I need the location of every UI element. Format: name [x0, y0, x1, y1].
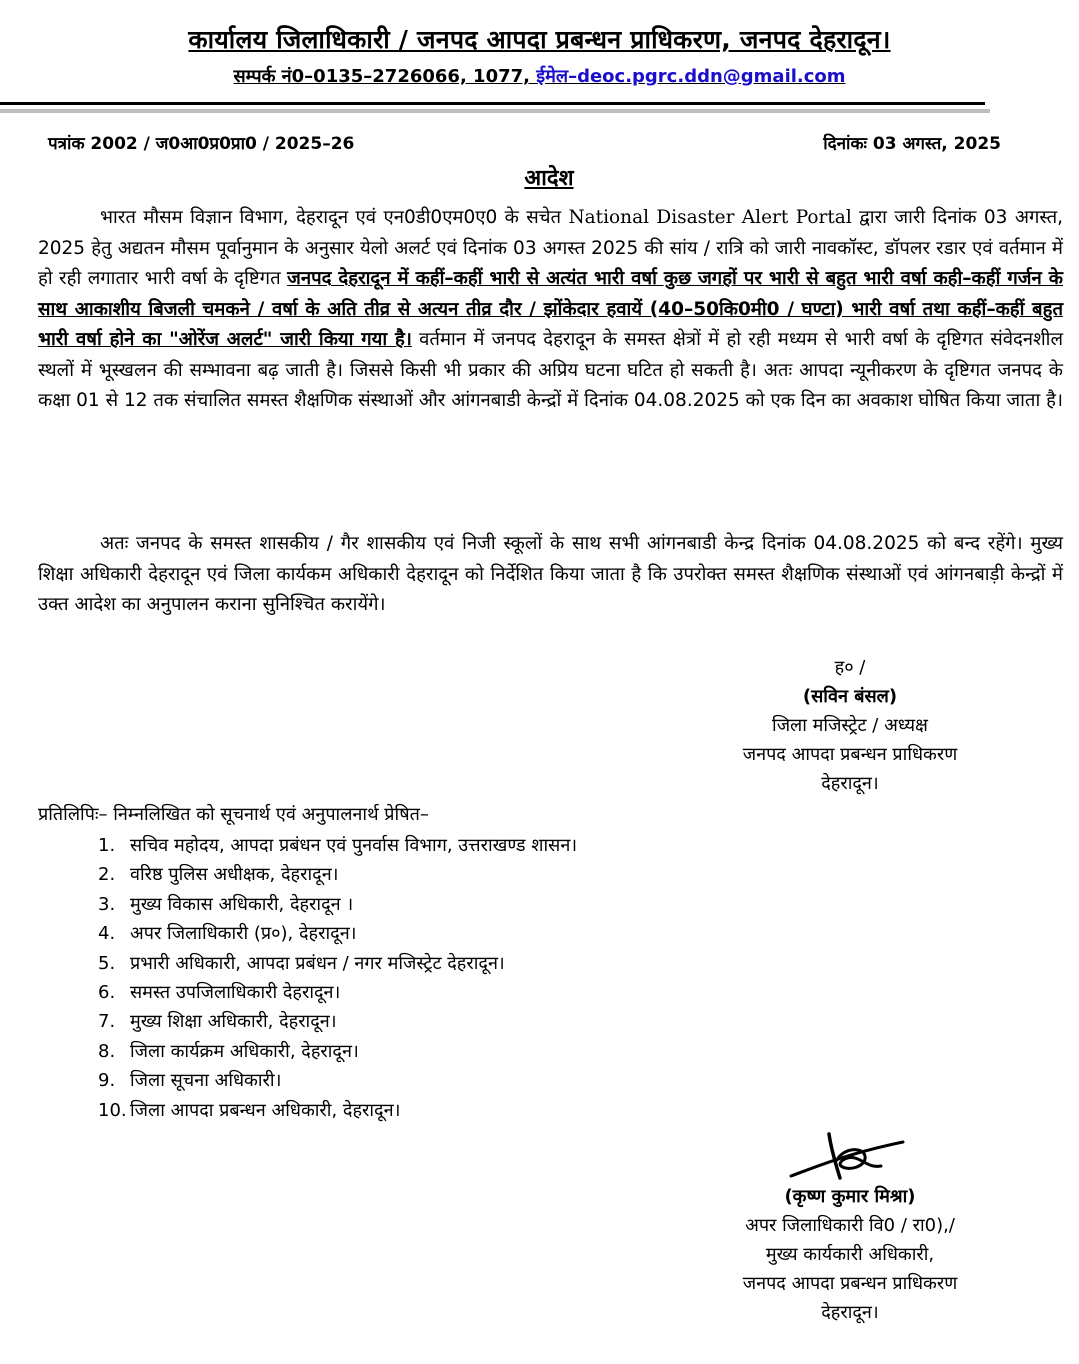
copy-item-number: 8.	[98, 1040, 116, 1062]
para1-text-a: भारत मौसम विज्ञान विभाग, देहरादून एवं एन0डी0एम0ए0 के सचेत	[100, 207, 569, 228]
copy-item-number: 2.	[98, 864, 116, 886]
copy-item-number: 3.	[98, 893, 116, 915]
signatory-org: जनपद आपदा प्रबन्धन प्राधिकरण	[742, 744, 958, 765]
signatory2-designation-1: अपर जिलाधिकारी वि0 / रा0),/	[745, 1215, 955, 1236]
signatory2-org: जनपद आपदा प्रबन्धन प्राधिकरण	[742, 1273, 958, 1294]
copy-list-item	[98, 831, 577, 860]
sign-mark: ह० /	[834, 657, 866, 678]
copy-item-number: 9.	[98, 1070, 116, 1092]
copy-list	[98, 831, 577, 1125]
signatory2-place: देहरादून।	[821, 1302, 879, 1323]
para1-portal-name: National Disaster Alert Portal	[568, 207, 852, 228]
email-link[interactable]: ईमेल–deoc.pgrc.ddn@gmail.com	[536, 66, 846, 87]
contact-line	[0, 64, 1079, 88]
signature-block-dm	[700, 653, 1000, 798]
order-title: आदेश	[524, 166, 574, 191]
header-divider-shadow	[0, 109, 990, 113]
order-paragraph-1	[38, 203, 1063, 417]
copy-item-number: 5.	[98, 952, 116, 974]
copy-item-number: 6.	[98, 982, 116, 1004]
header-divider	[0, 102, 985, 105]
copy-list-item	[98, 1096, 577, 1125]
copy-item-text: समस्त उपजिलाधिकारी देहरादून।	[130, 982, 341, 1004]
copy-item-number: 4.	[98, 923, 116, 945]
para2-text: अतः जनपद के समस्त शासकीय / गैर शासकीय एवं निजी स्कूलों के साथ सभी आंगनबाडी केन्द्र दिनांक 04.08.2025 को बन्द रहेंगे। मुख्य शिक्षा अधिकारी देहरादून एवं जिला कार्यकम अधिकारी देहरादून को निर्देशित किया जाता है कि उपरोक्त समस्त शैक्षणिक संस्थाओं एवं आंगनबाड़ी केन्द्रों में उक्त आदेश का अनुपालन कराना सुनिश्चित करायेंगे।	[38, 533, 1063, 615]
reference-number: पत्रांक 2002 / ज0आ0प्र0प्रा0 / 2025–26	[48, 134, 355, 154]
para1-text-c: वर्तमान में जनपद देहरादून के समस्त क्षेत्रों में हो रही मध्यम से भारी वर्षा के दृष्टिगत संवेदनशील स्थलों में भूस्खलन की सम्भावना बढ़ जाती है। जिससे किसी भी प्रकार की अप्रिय घटना घटित हो सकती है। अतः आपदा न्यूनीकरण के दृष्टिगत जनपद के कक्षा 01 से 12 तक संचालित समस्त शैक्षणिक संस्थाओं और आंगनबाडी केन्द्रों में दिनांक 04.08.2025 को एक दिन का अवकाश घोषित किया जाता है।	[38, 329, 1063, 411]
orange-alert-text: जनपद देहरादून में कहीं–कहीं भारी से अत्यंत भारी वर्षा कुछ जगहों पर भारी से बहुत भारी वर्षा कही–कहीं गर्जन के साथ आकाशीय बिजली चमकने / वर्षा के अति तीव्र से अत्यन तीव्र दौर / झोंकेदार हवायें (40–50कि0मी0 / घण्टा) भारी वर्षा तथा कहीं–कहीं बहुत भारी वर्षा होने का "ओरेंज अलर्ट" जारी किया गया है।	[38, 268, 1063, 350]
office-title: कार्यालय जिलाधिकारी / जनपद आपदा प्रबन्धन प्राधिकरण, जनपद देहरादून।	[188, 25, 891, 54]
handwritten-signature-icon	[785, 1128, 915, 1186]
order-date: दिनांकः 03 अगस्त, 2025	[823, 134, 1001, 154]
signatory-designation: जिला मजिस्ट्रेट / अध्यक्ष	[772, 715, 928, 736]
copy-item-text: जिला आपदा प्रबन्धन अधिकारी, देहरादून।	[130, 1099, 401, 1121]
copy-heading: प्रतिलिपिः– निम्नलिखित को सूचनार्थ एवं अनुपालनार्थ प्रेषित–	[38, 804, 429, 825]
copy-item-text: अपर जिलाधिकारी (प्र०), देहरादून।	[130, 923, 357, 945]
copy-list-item	[98, 1037, 577, 1066]
copy-list-item	[98, 860, 577, 889]
order-paragraph-2	[38, 529, 1063, 621]
copy-list-item	[98, 1007, 577, 1036]
signatory-place: देहरादून।	[821, 773, 879, 794]
signatory2-name: (कृष्ण कुमार मिश्रा)	[784, 1186, 916, 1207]
contact-phone: सम्पर्क नं0–0135–2726066, 1077,	[233, 66, 537, 87]
copy-item-text: वरिष्ठ पुलिस अधीक्षक, देहरादून।	[130, 864, 339, 886]
copy-item-number: 1.	[98, 835, 116, 856]
copy-list-item	[98, 919, 577, 948]
signatory-name: (सविन बंसल)	[802, 686, 898, 707]
copy-item-number: 7.	[98, 1011, 116, 1033]
copy-item-text: मुख्य विकास अधिकारी, देहरादून ।	[130, 893, 354, 915]
copy-item-text: मुख्य शिक्षा अधिकारी, देहरादून।	[130, 1011, 337, 1033]
signature-block-adm	[700, 1182, 1000, 1327]
copy-item-number: 10.	[98, 1099, 127, 1121]
copy-item-text: जिला कार्यक्रम अधिकारी, देहरादून।	[130, 1040, 359, 1062]
copy-item-text: सचिव महोदय, आपदा प्रबंधन एवं पुनर्वास विभाग, उत्तराखण्ड शासन।	[130, 835, 578, 856]
copy-list-item	[98, 978, 577, 1007]
para1-text-b: द्वारा जारी दिनांक 03 अगस्त, 2025 हेतु अद्यतन मौसम पूर्वानुमान के अनुसार येलो अलर्ट एवं दिनांक 03 अगस्त 2025 की सांय / रात्रि को जारी नावकॉस्ट, डॉपलर रडार एवं वर्तमान में हो रही लगातार भारी वर्षा के दृष्टिगत	[38, 207, 1063, 289]
copy-list-item	[98, 949, 577, 978]
signatory2-designation-2: मुख्य कार्यकारी अधिकारी,	[765, 1244, 935, 1265]
copy-list-item	[98, 1066, 577, 1095]
copy-list-item	[98, 890, 577, 919]
copy-item-text: जिला सूचना अधिकारी।	[130, 1070, 282, 1092]
copy-item-text: प्रभारी अधिकारी, आपदा प्रबंधन / नगर मजिस्ट्रेट देहरादून।	[130, 952, 505, 974]
